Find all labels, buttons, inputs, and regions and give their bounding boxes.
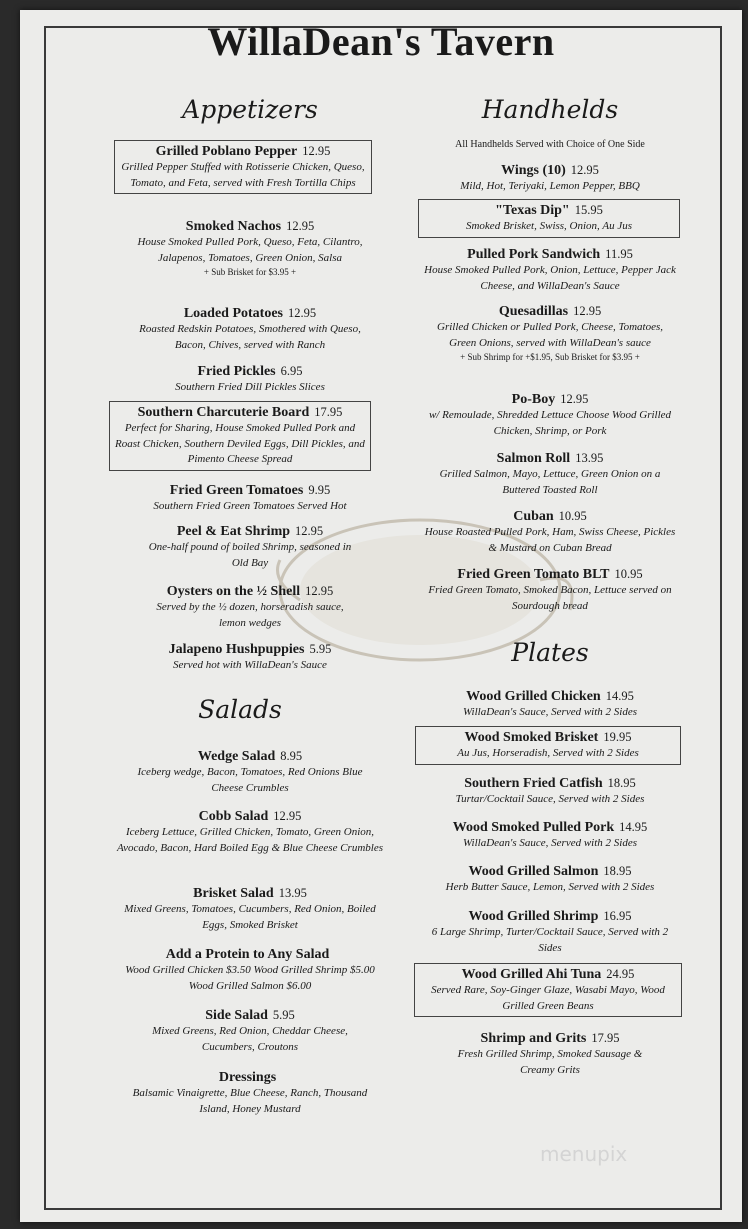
item-price: 18.95 <box>607 776 636 790</box>
item-desc: Grilled Salmon, Mayo, Lettuce, Green Onion on a Buttered Toasted Roll <box>439 468 661 496</box>
item-price: 9.95 <box>308 483 331 497</box>
item-desc: Fried Green Tomato, Smoked Bacon, Lettuce served on Sourdough bread <box>428 584 672 612</box>
menu-item <box>105 1007 395 1055</box>
menu-item <box>418 199 680 238</box>
item-desc: One-half pound of boiled Shrimp, seasoned in Old Bay <box>148 541 352 569</box>
item-price: 17.95 <box>591 1031 620 1045</box>
item-price: 12.95 <box>295 524 324 538</box>
item-desc: Served Rare, Soy-Ginger Glaze, Wasabi Mayo, Wood Grilled Green Beans <box>431 984 665 1012</box>
item-name: Pulled Pork Sandwich <box>467 247 601 262</box>
item-desc: WillaDean's Sauce, Served with 2 Sides <box>462 706 638 718</box>
item-price: 14.95 <box>605 689 634 703</box>
item-price: 15.95 <box>574 203 603 217</box>
item-price: 5.95 <box>309 642 332 656</box>
item-name: Grilled Poblano Pepper <box>155 144 298 159</box>
item-price: 13.95 <box>575 451 604 465</box>
item-desc: Southern Fried Dill Pickles Slices <box>175 381 325 393</box>
item-price: 14.95 <box>619 820 648 834</box>
item-desc: Mixed Greens, Red Onion, Cheddar Cheese, Cucumbers, Croutons <box>152 1025 348 1053</box>
menu-item <box>414 963 682 1017</box>
item-price: 12.95 <box>273 809 302 823</box>
menu-item <box>420 908 680 956</box>
item-desc: Mixed Greens, Tomatoes, Cucumbers, Red Onion, Boiled Eggs, Smoked Brisket <box>124 903 376 931</box>
handhelds-note: All Handhelds Served with Choice of One Side <box>455 139 645 150</box>
menu-item <box>420 391 680 439</box>
item-name: Wings (10) <box>501 163 566 178</box>
item-name: Southern Fried Catfish <box>464 776 603 791</box>
item-price: 13.95 <box>278 886 307 900</box>
item-name: Dressings <box>218 1070 277 1085</box>
item-name: Oysters on the ½ Shell <box>166 584 301 599</box>
menu-item <box>420 775 680 808</box>
item-name: Salmon Roll <box>496 451 571 466</box>
menu-item <box>105 482 395 515</box>
item-name: Cobb Salad <box>198 809 269 824</box>
item-name: Wood Smoked Brisket <box>464 730 599 745</box>
item-note: + Sub Shrimp for +$1.95, Sub Brisket for $3.95 + <box>460 352 640 362</box>
item-price: 5.95 <box>272 1008 295 1022</box>
item-name: Peel & Eat Shrimp <box>176 524 291 539</box>
menu-item <box>114 140 372 194</box>
menu-item <box>420 566 680 614</box>
item-price: 12.95 <box>286 219 315 233</box>
menu-item <box>420 303 680 364</box>
item-desc: House Roasted Pulled Pork, Ham, Swiss Cheese, Pickles & Mustard on Cuban Bread <box>424 526 676 554</box>
item-name: Fried Green Tomato BLT <box>457 567 610 582</box>
item-price: 12.95 <box>305 584 334 598</box>
menu-item <box>420 246 680 294</box>
item-desc: Au Jus, Horseradish, Served with 2 Sides <box>457 747 639 759</box>
menu-item <box>420 450 680 498</box>
section-plates-heading: Plates <box>511 638 589 667</box>
item-name: Add a Protein to Any Salad <box>165 947 330 962</box>
menu-item <box>420 819 680 852</box>
item-name: Cuban <box>513 509 554 524</box>
item-desc: Roasted Redskin Potatoes, Smothered with Queso, Bacon, Chives, served with Ranch <box>139 323 361 351</box>
menu-item <box>105 808 395 856</box>
item-name: "Texas Dip" <box>495 203 570 218</box>
menu-item <box>420 688 680 721</box>
item-name: Southern Charcuterie Board <box>137 405 310 420</box>
item-price: 12.95 <box>302 144 331 158</box>
item-price: 12.95 <box>573 304 602 318</box>
item-desc: Smoked Brisket, Swiss, Onion, Au Jus <box>465 220 632 232</box>
menu-item <box>420 1030 680 1078</box>
item-name: Wood Grilled Ahi Tuna <box>461 967 602 982</box>
item-desc: Mild, Hot, Teriyaki, Lemon Pepper, BBQ <box>460 180 640 192</box>
item-desc: Turtar/Cocktail Sauce, Served with 2 Sides <box>455 793 645 805</box>
menu-item <box>105 583 395 631</box>
item-desc: Iceberg Lettuce, Grilled Chicken, Tomato, Green Onion, Avocado, Bacon, Hard Boiled Egg & Blue Cheese Crumbles <box>117 826 383 854</box>
item-price: 12.95 <box>570 163 599 177</box>
item-price: 12.95 <box>288 306 317 320</box>
item-desc: Perfect for Sharing, House Smoked Pulled Pork and Roast Chicken, Southern Deviled Eggs, Dill Pickles, and Pimento Cheese Spread <box>115 422 365 465</box>
item-name: Smoked Nachos <box>185 219 282 234</box>
item-name: Quesadillas <box>498 304 569 319</box>
item-name: Side Salad <box>205 1008 268 1023</box>
item-desc: Grilled Pepper Stuffed with Rotisserie Chicken, Queso, Tomato, and Feta, served with Fresh Tortilla Chips <box>121 161 365 189</box>
item-desc: WillaDean's Sauce, Served with 2 Sides <box>462 837 638 849</box>
item-desc: Grilled Chicken or Pulled Pork, Cheese, Tomatoes, Green Onions, served with WillaDean's sauce <box>437 321 663 349</box>
menu-item <box>420 863 680 896</box>
menu-item <box>105 641 395 674</box>
restaurant-title: WillaDean's Tavern <box>207 19 555 64</box>
item-name: Loaded Potatoes <box>183 306 284 321</box>
item-price: 10.95 <box>614 567 643 581</box>
item-desc: Served by the ½ dozen, horseradish sauce, lemon wedges <box>156 601 344 629</box>
item-price: 17.95 <box>314 405 343 419</box>
item-name: Fried Pickles <box>197 364 276 379</box>
menu-item <box>105 1069 395 1117</box>
item-desc: Herb Butter Sauce, Lemon, Served with 2 Sides <box>445 881 655 893</box>
menu-item <box>415 726 681 765</box>
menu-item <box>105 748 395 796</box>
item-desc: House Smoked Pulled Pork, Onion, Lettuce, Pepper Jack Cheese, and WillaDean's Sauce <box>424 264 676 292</box>
menu-item <box>109 401 371 471</box>
item-price: 19.95 <box>603 730 632 744</box>
item-desc: House Smoked Pulled Pork, Queso, Feta, Cilantro, Jalapenos, Tomatoes, Green Onion, Salsa <box>137 236 363 264</box>
item-name: Wood Grilled Salmon <box>468 864 599 879</box>
item-price: 6.95 <box>280 364 303 378</box>
item-desc: w/ Remoulade, Shredded Lettuce Choose Wood Grilled Chicken, Shrimp, or Pork <box>428 409 672 437</box>
menu-item <box>105 218 395 279</box>
item-name: Brisket Salad <box>193 886 274 901</box>
item-name: Jalapeno Hushpuppies <box>168 642 305 657</box>
item-desc: Wood Grilled Chicken $3.50 Wood Grilled Shrimp $5.00 Wood Grilled Salmon $6.00 <box>125 964 375 992</box>
menu-item <box>105 523 395 571</box>
item-price: 24.95 <box>606 967 635 981</box>
item-desc: Iceberg wedge, Bacon, Tomatoes, Red Onions Blue Cheese Crumbles <box>137 766 363 794</box>
menu-paper <box>20 10 742 1222</box>
item-desc: Fresh Grilled Shrimp, Smoked Sausage & Creamy Grits <box>457 1048 643 1076</box>
menu-item <box>420 508 680 556</box>
item-desc: Served hot with WillaDean's Sauce <box>173 659 327 671</box>
item-name: Wood Grilled Shrimp <box>468 909 599 924</box>
item-price: 12.95 <box>560 392 589 406</box>
item-desc: 6 Large Shrimp, Turter/Cocktail Sauce, Served with 2 Sides <box>431 926 669 954</box>
section-appetizers-heading: Appetizers <box>182 95 318 124</box>
menupix-watermark: menupix <box>540 1142 628 1166</box>
menu-item <box>105 305 395 353</box>
menu-item <box>420 162 680 195</box>
item-name: Po-Boy <box>511 392 556 407</box>
item-name: Fried Green Tomatoes <box>169 483 304 498</box>
section-salads-heading: Salads <box>198 695 282 724</box>
item-desc: Balsamic Vinaigrette, Blue Cheese, Ranch, Thousand Island, Honey Mustard <box>132 1087 368 1115</box>
item-price: 11.95 <box>605 247 633 261</box>
item-price: 18.95 <box>603 864 632 878</box>
item-price: 8.95 <box>280 749 303 763</box>
item-price: 10.95 <box>558 509 587 523</box>
item-note: + Sub Brisket for $3.95 + <box>203 267 297 277</box>
item-name: Wood Smoked Pulled Pork <box>452 820 615 835</box>
menu-item <box>105 363 395 396</box>
item-name: Wedge Salad <box>197 749 276 764</box>
item-name: Shrimp and Grits <box>480 1031 587 1046</box>
item-name: Wood Grilled Chicken <box>466 689 601 704</box>
item-desc: Southern Fried Green Tomatoes Served Hot <box>153 500 347 512</box>
item-price: 16.95 <box>603 909 632 923</box>
menu-item <box>105 885 395 933</box>
menu-item <box>105 946 395 994</box>
section-handhelds-heading: Handhelds <box>481 95 619 124</box>
